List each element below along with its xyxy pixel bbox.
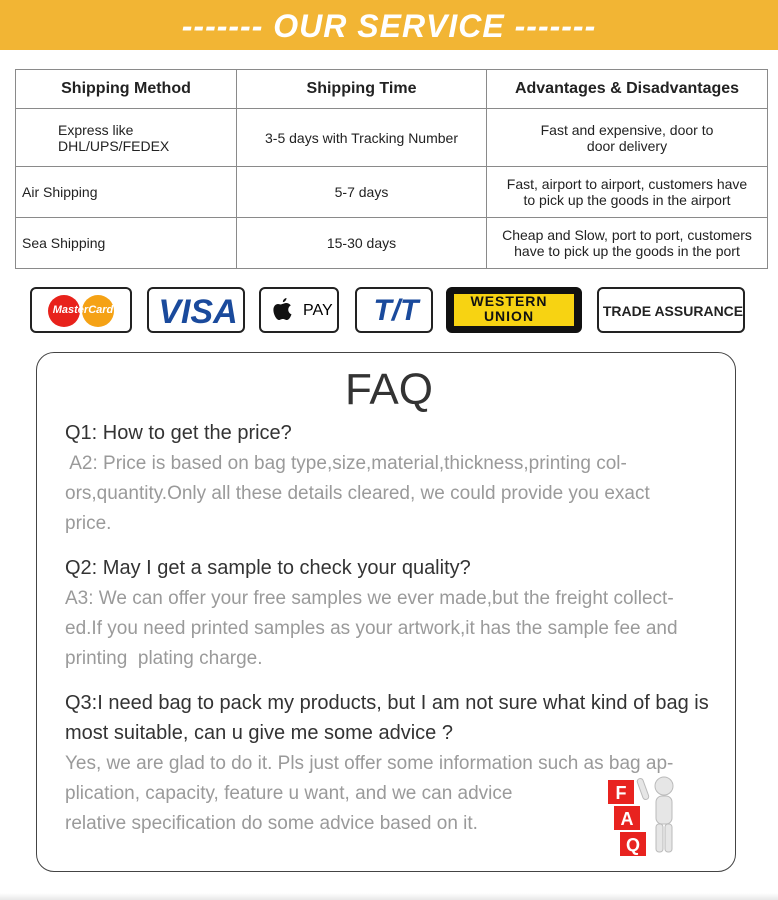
- apple-icon: [270, 297, 294, 325]
- trade-assurance-text: TRADE ASSURANCE: [602, 303, 744, 319]
- cell-advantages: [487, 218, 768, 269]
- faq-answer: ors,quantity.Only all these details cleared, we could provide you exact: [65, 483, 650, 504]
- wu-text: WESTERN: [470, 293, 548, 309]
- trade-assurance-logo: [597, 287, 745, 333]
- apple-pay-logo: [259, 287, 339, 333]
- faq-letter: F: [615, 783, 627, 803]
- cell-method: [16, 109, 237, 167]
- wu-text: UNION: [483, 308, 535, 324]
- table-row: [16, 167, 768, 218]
- faq-question: Q1: How to get the price?: [65, 422, 292, 444]
- faq-letter: A: [620, 809, 634, 829]
- payment-methods: [30, 287, 750, 335]
- faq-question: Q3:I need bag to pack my products, but I am not sure what kind of bag is: [65, 692, 709, 714]
- faq-answer: printing plating charge.: [65, 648, 263, 669]
- cell-advantages: [487, 167, 768, 218]
- western-union-logo: [446, 287, 582, 333]
- tt-text: T/T: [373, 294, 419, 327]
- mastercard-text: MasterCard: [52, 304, 114, 316]
- adv-text: Fast, airport to airport, customers have: [506, 176, 748, 192]
- header-shipping-method: Shipping Method: [16, 70, 237, 109]
- cell-method: Air Shipping: [16, 167, 237, 218]
- shipping-table: [15, 69, 768, 269]
- cell-time: 15-30 days: [237, 218, 487, 269]
- method-text: DHL/UPS/FEDEX: [58, 137, 170, 154]
- faq-answer: Yes, we are glad to do it. Pls just offer some information such as bag ap-: [65, 753, 674, 774]
- cell-time: 3-5 days with Tracking Number: [237, 109, 487, 167]
- tt-logo: [355, 287, 433, 333]
- cell-advantages: [487, 109, 768, 167]
- visa-text: VISA: [158, 293, 238, 331]
- adv-text: Fast and expensive, door to: [540, 121, 714, 138]
- faq-answer: A2: Price is based on bag type,size,material,thickness,printing col-: [65, 453, 627, 474]
- cell-time: 5-7 days: [237, 167, 487, 218]
- faq-answer: ed.If you need printed samples as your artwork,it has the sample fee and: [65, 618, 678, 639]
- header-advantages: Advantages & Disadvantages: [487, 70, 768, 109]
- faq-letter: Q: [625, 835, 641, 855]
- faq-answer: plication, capacity, feature u want, and we can advice: [65, 783, 513, 804]
- faq-answer: A3: We can offer your free samples we ever made,but the freight collect-: [65, 588, 674, 609]
- faq-question: most suitable, can u give me some advice ?: [65, 722, 453, 744]
- adv-text: door delivery: [586, 137, 668, 154]
- mastercard-logo: [30, 287, 132, 333]
- header-shipping-time: Shipping Time: [237, 70, 487, 109]
- bottom-divider: [0, 893, 778, 900]
- adv-text: Cheap and Slow, port to port, customers: [502, 227, 752, 243]
- table-row: [16, 109, 768, 167]
- faq-question: Q2: May I get a sample to check your quality?: [65, 557, 471, 579]
- table-row: [16, 218, 768, 269]
- faq-title: FAQ: [344, 365, 434, 414]
- method-text: Express like: [58, 121, 134, 138]
- faq-figure-icon: [600, 770, 690, 860]
- cell-method: Sea Shipping: [16, 218, 237, 269]
- banner-title: ------- OUR SERVICE -------: [181, 8, 597, 44]
- apple-pay-text: PAY: [303, 302, 333, 319]
- adv-text: to pick up the goods in the airport: [523, 192, 731, 208]
- table-header-row: [16, 70, 768, 109]
- adv-text: have to pick up the goods in the port: [514, 243, 740, 259]
- faq-answer: relative specification do some advice based on it.: [65, 813, 478, 834]
- faq-answer: price.: [65, 513, 112, 534]
- visa-logo: [147, 287, 245, 333]
